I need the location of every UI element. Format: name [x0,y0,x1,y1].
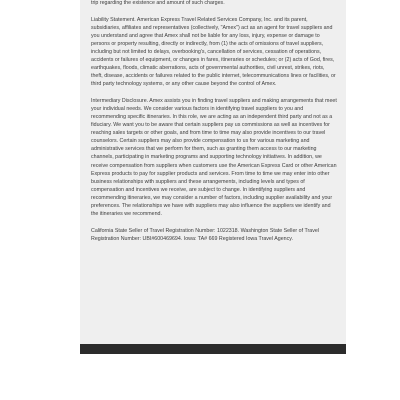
page-footer-bar [80,344,346,354]
seller-registration-paragraph: California State Seller of Travel Registration Number: 1022318. Washington State Seller of Travel Registration Number: UBI#600469694. Iowa: TA# 669 Registered Iowa Travel Agency. [91,227,319,242]
intermediary-disclosure-paragraph: Intermediary Disclosure. Amex assists you in finding travel suppliers and making arrangements that meet your individual needs. We consider various factors in identifying travel suppliers to you and recommending specific itineraries. In this role, we are acting as an independent third party and not as a fiduciary. We want you to be aware that certain suppliers pay us commissions as well as incentives for reaching sales targets or other goals, and from time to time may also provide incentives to our travel counselors. Certain suppliers may also provide compensation to us for various marketing and administrative services that we perform for them, such as granting them access to our marketing channels, participating in marketing programs and supporting technology initiatives. In addition, we receive compensation from suppliers when customers use the American Express Card or other American Express products to pay for supplier products and services. From time to time we may enter into other business relationships with suppliers and these arrangements, including levels and types of compensation and incentives we receive, are subject to change. In identifying suppliers and recommending itineraries, we may consider a number of factors, including supplier availability and your preferences. The relationships we have with suppliers may also influence the suppliers we identify and the itineraries we recommend. [91,97,337,218]
document-body [91,0,337,251]
liability-statement-paragraph: Liability Statement. American Express Travel Related Services Company, Inc. and its parent, subsidiaries, affiliates and representatives (collectively, "Amex") act as an agent for travel suppliers and you understand and agree that Amex shall not be liable for any loss, injury, expense or damage to persons or property resulting, directly or indirectly, from (1) the acts of omissions of travel suppliers, including but not limited to delays, overbooking's, cancellation of services, cessation of operations, accidents or failures of equipment, or changes in fares, itineraries or schedules; or (2) acts of God, fires, earthquakes, floods, climatic aberrations, acts of governmental authorities, civil unrest, strikes, riots, theft, disease, accidents or failures related to the public internet, telecommunications lines or facilities, or third party technology systems, or any other cause beyond the control of Amex. [91,16,336,88]
top-fragment-paragraph: trip regarding the existence and amount of such charges. [91,0,225,7]
document-page [80,0,346,344]
